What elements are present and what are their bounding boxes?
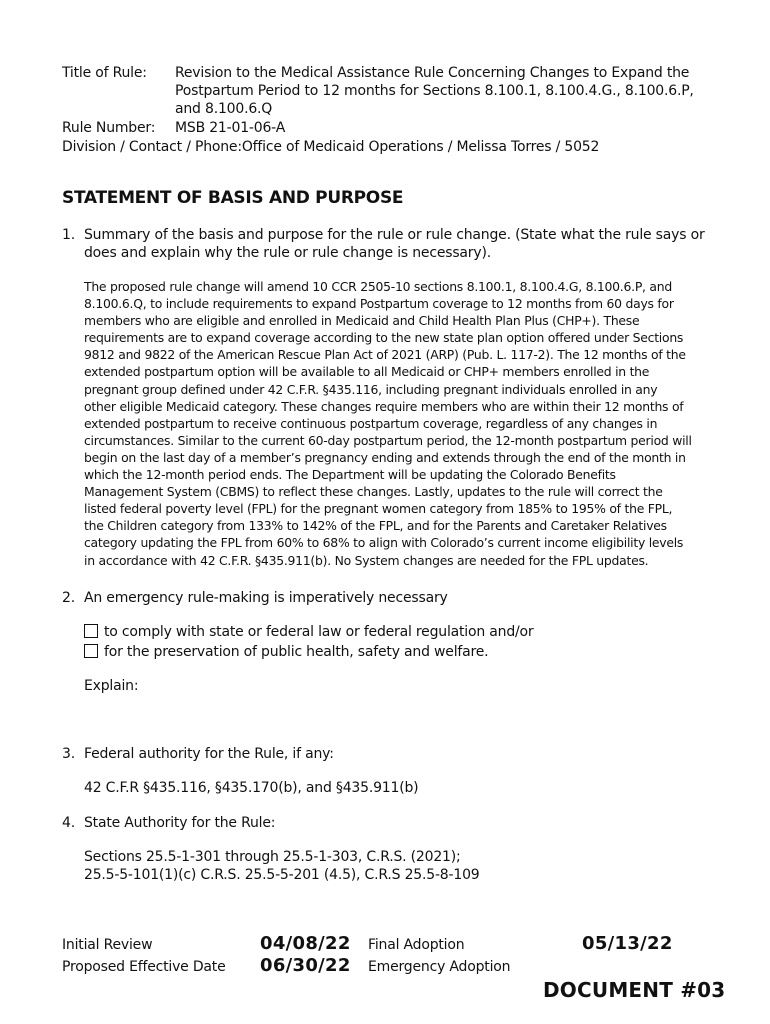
item-4-question: State Authority for the Rule: (84, 815, 276, 831)
section-heading: STATEMENT OF BASIS AND PURPOSE (62, 188, 404, 208)
summary-line: category updating the FPL from 60% to 68% to align with Colorado’s current income eligibility levels (84, 535, 684, 551)
item-3-question: Federal authority for the Rule, if any: (84, 746, 334, 762)
item-1-line: Summary of the basis and purpose for the rule or rule change. (State what the rule says or (84, 227, 705, 243)
rule-number-label: Rule Number: (62, 120, 156, 136)
summary-line: Management System (CBMS) to reflect these changes. Lastly, updates to the rule will correct the (84, 484, 663, 500)
checkbox-row-law[interactable] (84, 623, 533, 641)
summary-line: extended postpartum option will be available to all Medicaid or CHP+ members enrolled in the (84, 364, 650, 380)
safety-checkbox[interactable] (84, 644, 98, 658)
proposed-effective-date: 06/30/22 (260, 955, 351, 976)
rule-number-value: MSB 21-01-06-A (175, 120, 286, 136)
title-line: and 8.100.6.Q (175, 101, 273, 117)
title-line: Postpartum Period to 12 months for Sections 8.100.1, 8.100.4.G., 8.100.6.P, (175, 83, 694, 99)
final-adoption-label: Final Adoption (368, 937, 465, 953)
contact-value: Office of Medicaid Operations / Melissa Torres / 5052 (241, 139, 600, 155)
initial-review-label: Initial Review (62, 937, 153, 953)
final-adoption-date: 05/13/22 (582, 933, 673, 954)
item-number: 3. (62, 746, 75, 762)
summary-line: pregnant group defined under 42 C.F.R. §435.116, including pregnant individuals enrolled in any (84, 381, 658, 397)
item-1-question (84, 226, 705, 262)
checkbox-label: for the preservation of public health, safety and welfare. (104, 644, 489, 660)
emergency-adoption-label: Emergency Adoption (368, 959, 511, 975)
item-number: 4. (62, 815, 75, 831)
summary-line: 8.100.6.Q, to include requirements to expand Postpartum coverage to 12 months from 60 days for (84, 296, 674, 312)
summary-line: begin on the last day of a member’s pregnancy ending and extends through the end of the month in (84, 449, 686, 465)
rule-number-row (62, 119, 286, 137)
summary-line: in accordance with 42 C.F.R. §435.911(b). No System changes are needed for the FPL updates. (84, 552, 649, 568)
summary-paragraph (84, 278, 724, 569)
contact-row (62, 138, 599, 156)
state-authority-line: Sections 25.5-1-301 through 25.5-1-303, C.R.S. (2021); (84, 849, 461, 865)
proposed-effective-label: Proposed Effective Date (62, 959, 226, 975)
checkbox-label: to comply with state or federal law or federal regulation and/or (104, 624, 534, 640)
federal-authority-value: 42 C.F.R §435.116, §435.170(b), and §435.911(b) (84, 780, 419, 796)
summary-line: The proposed rule change will amend 10 CCR 2505-10 sections 8.100.1, 8.100.4.G, 8.100.6.P, and (84, 279, 672, 294)
state-authority-line: 25.5-5-101(1)(c) C.R.S. 25.5-5-201 (4.5), C.R.S 25.5-8-109 (84, 867, 480, 883)
summary-line: requirements are to expand coverage according to the new state plan option offered under Sections (84, 330, 684, 346)
item-number: 1. (62, 227, 75, 243)
checkbox-row-safety[interactable] (84, 643, 488, 661)
summary-line: listed federal poverty level (FPL) for the pregnant women category from 185% to 195% of the FPL, (84, 501, 673, 517)
summary-line: 9812 and 9822 of the American Rescue Plan Act of 2021 (ARP) (Pub. L. 117-2). The 12 months of the (84, 347, 686, 363)
document-number: DOCUMENT #03 (543, 978, 726, 1002)
summary-line: members who are eligible and enrolled in Medicaid and Child Health Plan Plus (CHP+). These (84, 313, 640, 329)
explain-label: Explain: (84, 678, 139, 694)
summary-line: extended postpartum to receive continuous postpartum coverage, regardless of any changes in (84, 415, 658, 431)
contact-label: Division / Contact / Phone: (62, 139, 242, 155)
summary-line: the Children category from 133% to 142% of the FPL, and for the Parents and Caretaker Relatives (84, 518, 667, 534)
summary-line: which the 12-month period ends. The Department will be updating the Colorado Benefits (84, 467, 616, 483)
item-2-question: An emergency rule-making is imperatively necessary (84, 590, 448, 606)
title-value (175, 64, 735, 118)
title-line: Revision to the Medical Assistance Rule Concerning Changes to Expand the (175, 65, 690, 81)
item-1-line: does and explain why the rule or rule change is necessary). (84, 245, 491, 261)
law-checkbox[interactable] (84, 624, 98, 638)
summary-line: circumstances. Similar to the current 60-day postpartum period, the 12-month postpartum period will (84, 432, 692, 448)
title-label: Title of Rule: (62, 65, 147, 81)
initial-review-date: 04/08/22 (260, 933, 351, 954)
item-number: 2. (62, 590, 75, 606)
summary-line: other eligible Medicaid category. These changes require members who are within their 12 months of (84, 398, 684, 414)
